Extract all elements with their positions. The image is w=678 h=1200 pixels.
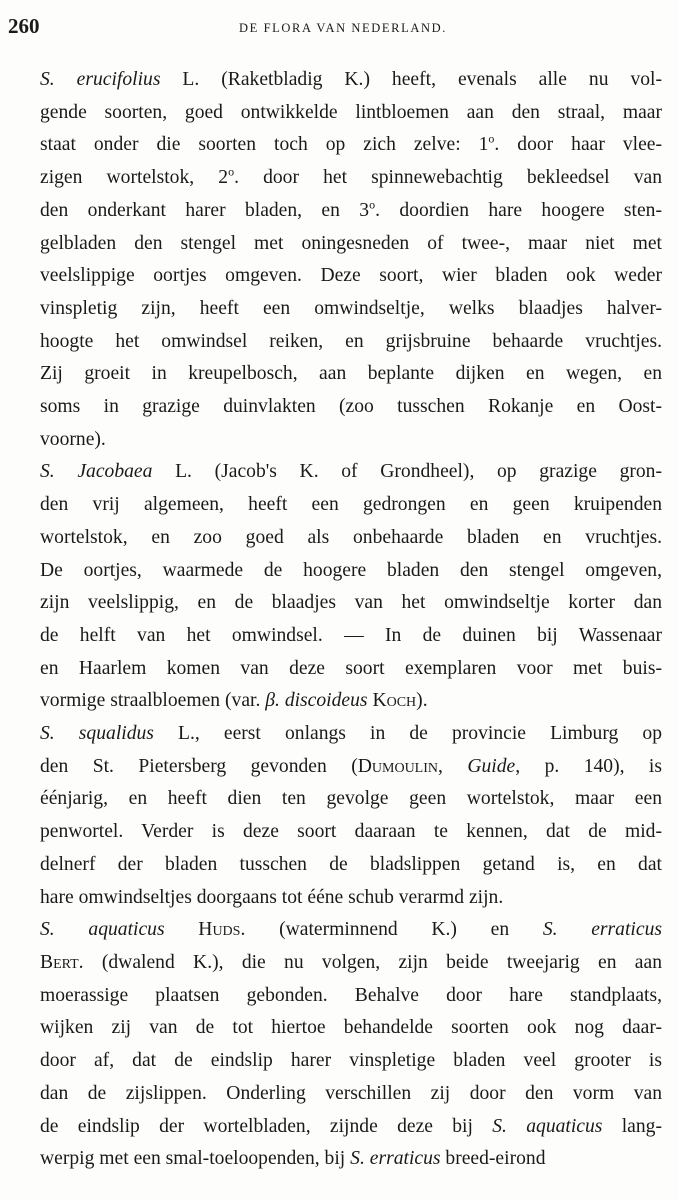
text-run: vinspletig zijn, heeft een omwindseltje, welks blaadjes halver- bbox=[40, 297, 662, 319]
italic-text: S. erraticus bbox=[542, 919, 662, 941]
italic-text: Guide bbox=[467, 755, 516, 777]
text-line bbox=[8, 1078, 662, 1111]
text-line bbox=[8, 1143, 662, 1176]
running-head: DE FLORA VAN NEDERLAND. bbox=[239, 21, 447, 35]
page-header bbox=[8, 14, 658, 44]
text-run: dan de zijslippen. Onderling verschillen zij door den vorm van bbox=[40, 1082, 662, 1104]
body-text bbox=[8, 64, 662, 1176]
text-line bbox=[8, 914, 662, 947]
text-line bbox=[8, 391, 662, 424]
text-line bbox=[8, 1111, 662, 1144]
text-run: L. (Jacob's K. of Grondheel), op grazige gron- bbox=[152, 461, 662, 483]
text-line bbox=[8, 489, 662, 522]
text-run: . (waterminnend K.) en bbox=[240, 919, 543, 941]
small-caps-text: Dumoulin bbox=[357, 755, 439, 777]
text-run: staat onder die soorten toch op zich zelve: 1 bbox=[40, 134, 489, 156]
text-line bbox=[8, 358, 662, 391]
text-run: . door haar vlee- bbox=[494, 134, 662, 156]
small-caps-text: Koch bbox=[372, 690, 417, 712]
superscript: o bbox=[488, 131, 495, 146]
text-run: den St. Pietersberg gevonden ( bbox=[40, 755, 358, 777]
text-run: den vrij algemeen, heeft een gedrongen en geen kruipenden bbox=[40, 494, 662, 516]
text-line bbox=[8, 1012, 662, 1045]
text-line bbox=[8, 783, 662, 816]
text-run: veelslippige oortjes omgeven. Deze soort, wier bladen ook weder bbox=[40, 265, 662, 287]
text-run: vormige straalbloemen (var. bbox=[40, 690, 266, 712]
text-run: moerassige plaatsen gebonden. Behalve door hare standplaats, bbox=[40, 984, 662, 1006]
text-line bbox=[8, 685, 662, 718]
text-line bbox=[8, 849, 662, 882]
text-line bbox=[8, 718, 662, 751]
text-run: delnerf der bladen tusschen de bladslippen getand is, en dat bbox=[40, 853, 662, 875]
superscript: o bbox=[228, 164, 235, 179]
text-line bbox=[8, 620, 662, 653]
text-line bbox=[8, 129, 662, 162]
text-run: , p. 140), is bbox=[515, 755, 662, 777]
text-run: De oortjes, waarmede de hoogere bladen den stengel omgeven, bbox=[40, 559, 662, 581]
text-line bbox=[8, 456, 662, 489]
text-line bbox=[8, 555, 662, 588]
text-run: , bbox=[438, 755, 468, 777]
italic-text: S. erucifolius bbox=[40, 69, 161, 90]
text-line bbox=[8, 947, 662, 980]
text-run: de helft van het omwindsel. — In de duinen bij Wassenaar bbox=[40, 624, 662, 646]
text-run: lang- bbox=[602, 1115, 662, 1137]
text-line bbox=[8, 162, 662, 195]
text-line bbox=[8, 653, 662, 686]
italic-text: S. aquaticus bbox=[492, 1115, 603, 1137]
text-run: de eindslip der wortelbladen, zijnde deze bij bbox=[40, 1115, 493, 1137]
text-line bbox=[8, 64, 662, 97]
text-run: zijn veelslippig, en de blaadjes van het omwindseltje korter dan bbox=[40, 592, 662, 614]
text-run: soms in grazige duinvlakten (zoo tusschen Rokanje en Oost- bbox=[40, 396, 662, 418]
text-line bbox=[8, 326, 662, 359]
text-line bbox=[8, 195, 662, 228]
small-caps-text: Huds bbox=[198, 919, 241, 941]
italic-text: S. aquaticus bbox=[40, 919, 165, 941]
paragraph bbox=[8, 456, 662, 718]
text-line bbox=[8, 228, 662, 261]
italic-text: S. squalidus bbox=[40, 723, 154, 745]
text-run: gelbladen den stengel met oningesneden of twee-, maar niet met bbox=[40, 232, 662, 254]
text-line bbox=[8, 882, 662, 915]
superscript: o bbox=[369, 197, 376, 212]
text-run: gende soorten, goed ontwikkelde lintbloemen aan den straal, maar bbox=[40, 101, 662, 123]
text-line bbox=[8, 522, 662, 555]
text-run bbox=[165, 919, 199, 940]
small-caps-text: Bert bbox=[40, 951, 79, 973]
text-run: . doordien hare hoogere sten- bbox=[375, 199, 662, 221]
text-run: . door het spinnewebachtig bekleedsel van bbox=[234, 167, 662, 189]
text-run: breed-eirond bbox=[440, 1148, 546, 1170]
text-line bbox=[8, 260, 662, 293]
text-line bbox=[8, 751, 662, 784]
text-line bbox=[8, 980, 662, 1013]
text-line bbox=[8, 293, 662, 326]
text-line bbox=[8, 97, 662, 130]
text-run: ). bbox=[416, 690, 428, 712]
page-number: 260 bbox=[8, 14, 40, 38]
italic-text: S. erraticus bbox=[350, 1148, 441, 1170]
text-line bbox=[8, 587, 662, 620]
text-run: en Haarlem komen van deze soort exemplaren voor met buis- bbox=[40, 657, 662, 679]
text-run: hare omwindseltjes doorgaans tot ééne schub verarmd zijn. bbox=[40, 886, 504, 908]
text-run: voorne). bbox=[40, 428, 106, 450]
text-run: éénjarig, en heeft dien ten gevolge geen wortelstok, maar een bbox=[40, 788, 662, 810]
text-run: . (dwalend K.), die nu volgen, zijn beide tweejarig en aan bbox=[78, 951, 662, 973]
text-run: wortelstok, en zoo goed als onbehaarde bladen en vruchtjes. bbox=[40, 526, 662, 548]
paragraph bbox=[8, 64, 662, 456]
text-run: den onderkant harer bladen, en 3 bbox=[40, 199, 370, 221]
text-line bbox=[8, 424, 662, 457]
paragraph bbox=[8, 718, 662, 914]
text-run: wijken zij van de tot hiertoe behandelde soorten ook nog daar- bbox=[40, 1017, 662, 1039]
text-line bbox=[8, 816, 662, 849]
text-run: door af, dat de eindslip harer vinspletige bladen veel grooter is bbox=[40, 1050, 662, 1072]
text-run: hoogte het omwindsel reiken, en grijsbruine behaarde vruchtjes. bbox=[40, 330, 662, 352]
text-line bbox=[8, 1045, 662, 1078]
italic-text: S. Jacobaea bbox=[40, 461, 153, 483]
text-run: werpig met een smal-toeloopenden, bij bbox=[40, 1148, 351, 1170]
text-run: L. (Raketbladig K.) heeft, evenals alle nu vol- bbox=[160, 69, 662, 90]
text-run: zigen wortelstok, 2 bbox=[40, 167, 229, 189]
text-run: penwortel. Verder is deze soort daaraan te kennen, dat de mid- bbox=[40, 821, 662, 843]
italic-text: β. discoideus bbox=[265, 690, 368, 712]
paragraph bbox=[8, 914, 662, 1176]
text-run: Zij groeit in kreupelbosch, aan beplante dijken en wegen, en bbox=[40, 363, 662, 385]
text-run: L., eerst onlangs in de provincie Limburg op bbox=[153, 723, 662, 745]
